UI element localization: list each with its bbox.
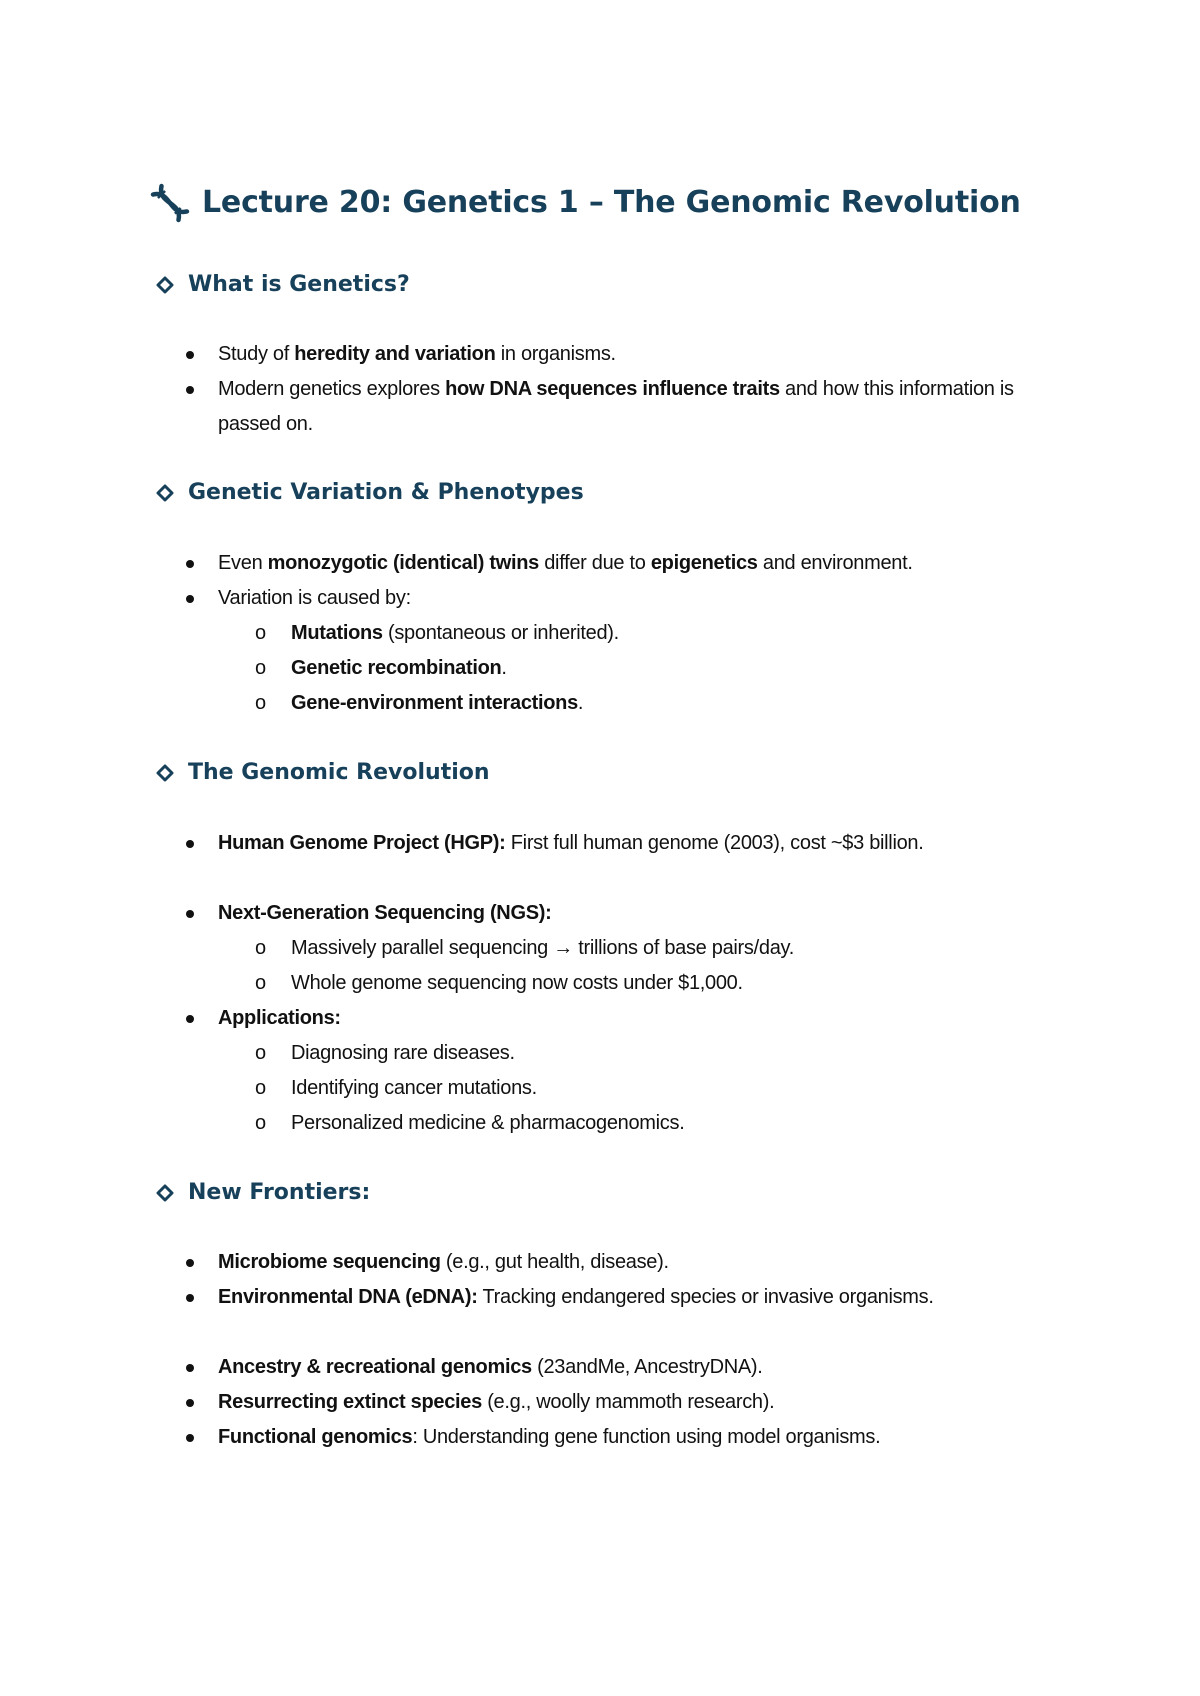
sub-bullet-icon: o — [255, 692, 266, 714]
sub-bullet-icon: o — [255, 1077, 266, 1099]
list-item: Even monozygotic (identical) twins differ due to epigenetics and environment. — [218, 546, 1058, 581]
list-item: Ancestry & recreational genomics (23andMe, AncestryDNA). — [218, 1350, 1058, 1385]
page-title-text: Lecture 20: Genetics 1 – The Genomic Revolution — [202, 185, 1021, 220]
list-item: Variation is caused by: — [218, 581, 1058, 616]
sub-bullet-icon: o — [255, 937, 266, 959]
sub-list-item: o Massively parallel sequencing → trillions of base pairs/day. — [291, 931, 1051, 966]
bullet-icon — [186, 1294, 194, 1302]
sub-bullet-icon: o — [255, 1112, 266, 1134]
sub-bullet-icon: o — [255, 622, 266, 644]
bullet-icon — [186, 595, 194, 603]
list-item: Applications: — [218, 1001, 1058, 1036]
sub-bullet-icon: o — [255, 657, 266, 679]
bullet-icon — [186, 1015, 194, 1023]
diamond-outline-icon — [156, 764, 174, 782]
sub-bullet-icon: o — [255, 1042, 266, 1064]
list-item: Human Genome Project (HGP): First full human genome (2003), cost ~$3 billion. — [218, 826, 1018, 861]
bullet-icon — [186, 1399, 194, 1407]
bullet-icon — [186, 910, 194, 918]
sub-list-item: o Personalized medicine & pharmacogenomics. — [291, 1106, 1051, 1141]
page-title — [150, 181, 1021, 225]
list-item: Functional genomics: Understanding gene function using model organisms. — [218, 1420, 1058, 1455]
sub-list-item: o Identifying cancer mutations. — [291, 1071, 1051, 1106]
dna-icon — [150, 183, 190, 223]
list-item: Modern genetics explores how DNA sequences influence traits and how this information is passed on. — [218, 372, 1058, 442]
sub-list-item: o Whole genome sequencing now costs under $1,000. — [291, 966, 1051, 1001]
list-item: Next-Generation Sequencing (NGS): — [218, 896, 1058, 931]
sub-list-item: o Mutations (spontaneous or inherited). — [291, 616, 1051, 651]
diamond-outline-icon — [156, 276, 174, 294]
sub-list-item: o Genetic recombination. — [291, 651, 1051, 686]
bullet-icon — [186, 386, 194, 394]
diamond-outline-icon — [156, 1184, 174, 1202]
section-heading-genomic-revolution: The Genomic Revolution — [156, 758, 490, 788]
bullet-icon — [186, 1259, 194, 1267]
section-heading-genetic-variation: Genetic Variation & Phenotypes — [156, 478, 584, 508]
bullet-icon — [186, 560, 194, 568]
diamond-outline-icon — [156, 484, 174, 502]
section-heading-what-is-genetics: What is Genetics? — [156, 270, 410, 300]
bullet-icon — [186, 1434, 194, 1442]
list-item: Microbiome sequencing (e.g., gut health, disease). — [218, 1245, 1058, 1280]
sub-list-item: o Gene-environment interactions. — [291, 686, 1051, 721]
bullet-icon — [186, 1364, 194, 1372]
sub-bullet-icon: o — [255, 972, 266, 994]
section-heading-new-frontiers: New Frontiers: — [156, 1178, 370, 1208]
bullet-icon — [186, 840, 194, 848]
bullet-icon — [186, 351, 194, 359]
sub-list-item: o Diagnosing rare diseases. — [291, 1036, 1051, 1071]
list-item: Environmental DNA (eDNA): Tracking endangered species or invasive organisms. — [218, 1280, 978, 1315]
list-item: Study of heredity and variation in organisms. — [218, 337, 1058, 372]
list-item: Resurrecting extinct species (e.g., woolly mammoth research). — [218, 1385, 1058, 1420]
